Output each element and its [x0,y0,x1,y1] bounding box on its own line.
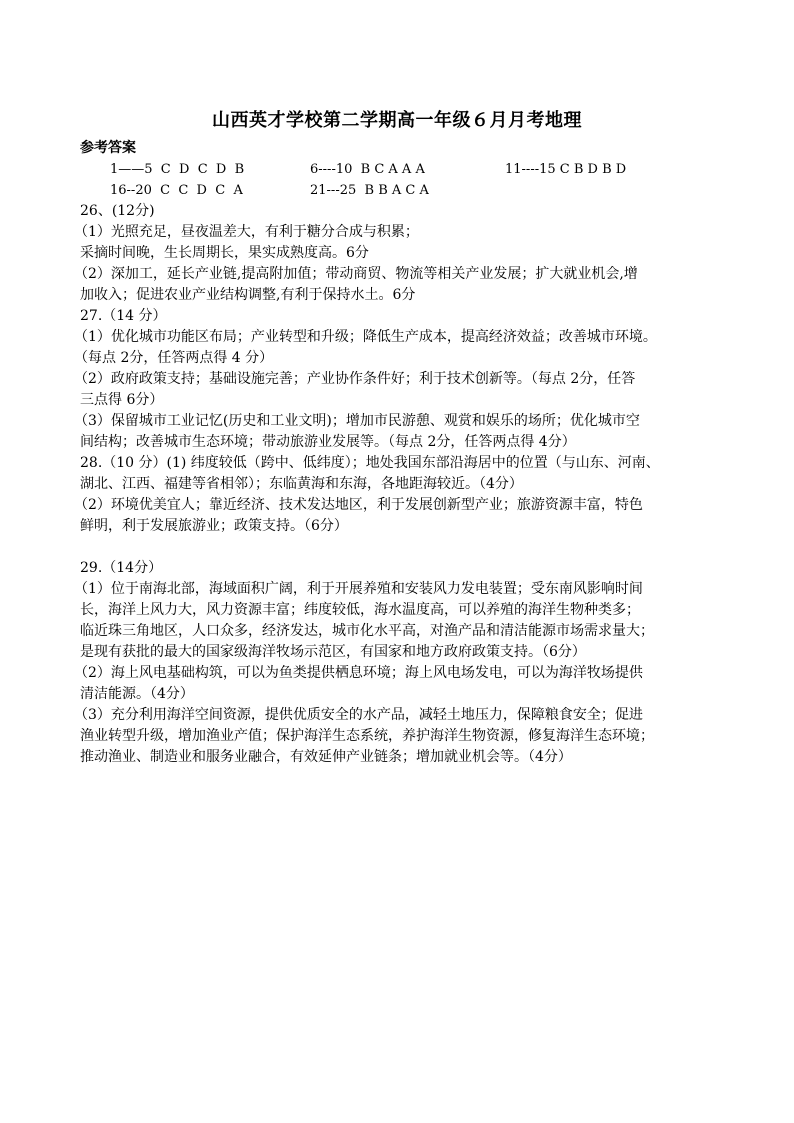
q28-answer-line: 鲜明，利于发展旅游业；政策支持。（6分） [80,518,348,534]
q26-answer-line: （2）深加工，延长产业链,提高附加值；带动商贸、物流等相关产业发展；扩大就业机会,增 [74,266,638,282]
choice-answers-21-25: 21---25 B B A C A [310,183,429,198]
q29-answer-line: 临近珠三角地区，人口众多，经济发达，城市化水平高，对渔产品和清洁能源市场需求量大； [80,623,654,639]
q29-answer-line: （1）位于南海北部，海域面积广阔，利于开展养殖和安装风力发电装置；受东南风影响时间 [74,581,643,597]
q29-heading: 29.（14分） [80,560,163,576]
choice-answers-11-15: 11----15 C B D B D [505,162,627,177]
q27-heading: 27.（14 分） [80,308,167,324]
q29-answer-line: 推动渔业、制造业和服务业融合，有效延伸产业链条；增加就业机会等。（4分） [80,749,572,765]
q28-answer-line: 28.（10 分）(1) 纬度较低（跨中、低纬度）；地处我国东部沿海居中的位置（与山东、河南、 [80,455,660,471]
q28-answer-line: （2）环境优美宜人；靠近经济、技术发达地区，利于发展创新型产业；旅游资源丰富，特色 [74,497,643,513]
choice-answers-6-10: 6----10 B C A A A [310,162,425,177]
q29-answer-line: 长，海洋上风力大，风力资源丰富；纬度较低，海水温度高，可以养殖的海洋生物种类多； [80,602,640,618]
q27-answer-line: （2）政府政策支持；基础设施完善；产业协作条件好；利于技术创新等。（每点 2分，任答 [74,371,636,387]
q26-answer-line: 加收入；促进农业产业结构调整,有利于保持水土。6分 [80,287,416,303]
q28-answer-line: 湖北、江西、福建等省相邻）；东临黄海和东海，各地距海较近。（4分） [80,476,523,492]
page-title: 山西英才学校第二学期高一年级６月月考地理 [212,110,582,131]
q27-answer-line: （1）优化城市功能区布局；产业转型和升级；降低生产成本，提高经济效益；改善城市环境。 [74,329,657,345]
choice-answers-16-20: 16--20 C C D C A [110,183,243,198]
q27-answer-line: 间结构；改善城市生态环境；带动旅游业发展等。（每点 2分，任答两点得 4分） [80,434,576,450]
q27-answer-line: 三点得 6分） [80,392,164,408]
q26-answer-line: （1）光照充足，昼夜温差大，有利于糖分合成与积累； [74,224,419,240]
q26-answer-line: 采摘时间晚，生长周期长，果实成熟度高。6分 [80,245,369,261]
q29-answer-line: 清洁能源。（4分） [80,686,194,702]
q29-answer-line: 是现有获批的最大的国家级海洋牧场示范区，有国家和地方政府政策支持。（6分） [80,644,586,660]
q27-answer-line: （每点 2分，任答两点得 4 分） [74,350,274,366]
q26-heading: 26、(12分) [80,203,155,219]
q29-answer-line: 渔业转型升级，增加渔业产值；保护海洋生态系统，养护海洋生物资源，修复海洋生态环境； [80,728,654,744]
q29-answer-line: （2）海上风电基础构筑，可以为鱼类提供栖息环境；海上风电场发电，可以为海洋牧场提供 [74,665,643,681]
answer-heading: 参考答案 [80,140,136,156]
q29-answer-line: （3）充分利用海洋空间资源，提供优质安全的水产品，减轻土地压力，保障粮食安全；促进 [74,707,643,723]
q27-answer-line: （3）保留城市工业记忆(历史和工业文明)；增加市民游憩、观赏和娱乐的场所；优化城市空 [74,413,640,429]
choice-answers-1-5: 1——5 C D C D B [110,162,245,177]
